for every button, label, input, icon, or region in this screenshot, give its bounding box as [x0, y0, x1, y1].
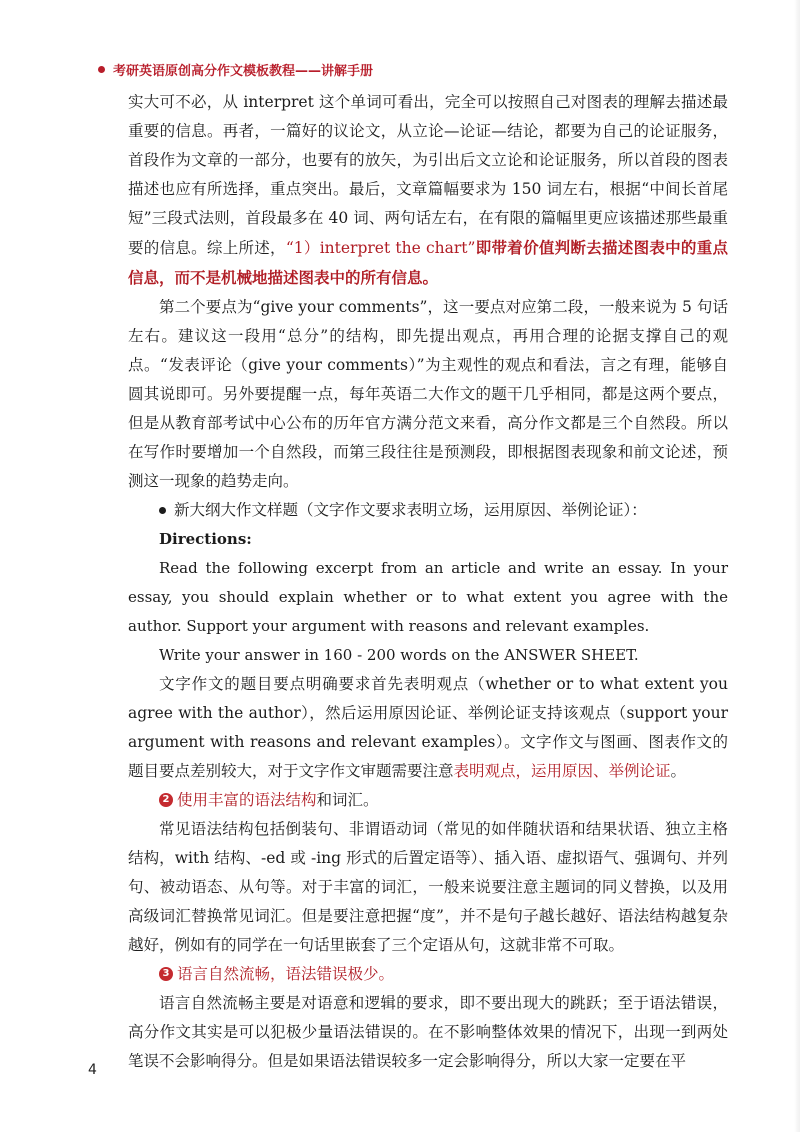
paragraph-1-highlight: 即带着价值判断去描述图表中的重点信息，而不是机械地描述图表中的所有信息。 [128, 238, 728, 287]
bullet-item-text: 新大纲大作文样题（文字作文要求表明立场，运用原因、举例论证）： [174, 501, 647, 519]
directions-label: Directions: [159, 530, 252, 548]
section-heading-2-text: 和词汇。 [316, 791, 379, 809]
section-heading-3 [128, 960, 728, 989]
paragraph-1 [128, 88, 728, 293]
bullet-dot-icon [159, 507, 166, 514]
section-heading-2 [128, 786, 728, 815]
page-edge-shadow [794, 0, 800, 1132]
paragraph-3-text: 文字作文的题目要点明确要求首先表明观点（whether or to what extent you agree with the author），然后运用原因论证、举例论证支持该观点（support your argument with reasons and relevant examples）。文字作文与图画、图表作文的题目要点差别较大，对于文字作文审题需要注意 [128, 675, 728, 780]
paragraph-3-end: 。 [670, 762, 687, 780]
paragraph-3-highlight: 表明观点，运用原因、举例论证 [453, 762, 671, 780]
header-title: 考研英语原创高分作文模板教程——讲解手册 [113, 64, 374, 79]
page-body [128, 88, 728, 1076]
paragraph-1-text: 实大可不必，从 interpret 这个单词可看出，完全可以按照自己对图表的理解去描述最重要的信息。再者，一篇好的议论文，从立论—论证—结论，都要为自己的论证服务，首段作为文章的一部分，也要有的放矢，为引出后文立论和论证服务，所以首段的图表描述也应有所选择，重点突出。最后，文章篇幅要求为 150 词左右，根据“中间长首尾短”三段式法则，首段最多在 40 词、两句话左右，在有限的篇幅里更应该描述那些最重要的信息。综上所述， [128, 93, 728, 257]
number-2-icon: 2 [159, 793, 173, 807]
page-number: 4 [88, 1062, 97, 1078]
paragraph-2: 第二个要点为“give your comments”，这一要点对应第二段，一般来说为 5 句话左右。建议这一段用“总分”的结构，即先提出观点，再用合理的论据支撑自己的观点。“发表评论（give your comments）”为主观性的观点和看法，言之有理，能够自圆其说即可。另外要提醒一点，每年英语二大作文的题干几乎相同，都是这两个要点，但是从教育部考试中心公布的历年官方满分范文来看，高分作文都是三个自然段。所以在写作时要增加一个自然段，而第三段往往是预测段，即根据图表现象和前文论述，预测这一现象的趋势走向。 [128, 298, 728, 490]
header-bullet-icon [98, 66, 105, 73]
directions-paragraph-2: Write your answer in 160 - 200 words on the ANSWER SHEET. [159, 646, 639, 664]
directions-paragraph-1: Read the following excerpt from an article and write an essay. In your essay, you should explain whether or to what extent you agree with the author. Support your argument with reasons and relevant examples. [128, 559, 728, 635]
section-heading-2-highlight: 使用丰富的语法结构 [177, 791, 317, 809]
section-heading-3-text: 语言自然流畅，语法错误极少。 [177, 965, 395, 983]
number-3-icon: 3 [159, 967, 173, 981]
paragraph-4: 常见语法结构包括倒装句、非谓语动词（常见的如伴随状语和结果状语、独立主格结构，with 结构、-ed 或 -ing 形式的后置定语等）、插入语、虚拟语气、强调句、并列句、被动语态、从句等。对于丰富的词汇，一般来说要注意主题词的同义替换，以及用高级词汇替换常见词汇。但是要注意把握“度”，并不是句子越长越好、语法结构越复杂越好，例如有的同学在一句话里嵌套了三个定语从句，这就非常不可取。 [128, 820, 728, 954]
paragraph-1-highlight-en: “1）interpret the chart” [285, 239, 476, 257]
bullet-item [128, 496, 728, 525]
paragraph-3 [128, 670, 728, 786]
paragraph-5: 语言自然流畅主要是对语意和逻辑的要求，即不要出现大的跳跃；至于语法错误，高分作文其实是可以犯极少量语法错误的。在不影响整体效果的情况下，出现一到两处笔误不会影响得分。但是如果语法错误较多一定会影响得分，所以大家一定要在平 [128, 994, 728, 1070]
running-header [98, 60, 373, 79]
